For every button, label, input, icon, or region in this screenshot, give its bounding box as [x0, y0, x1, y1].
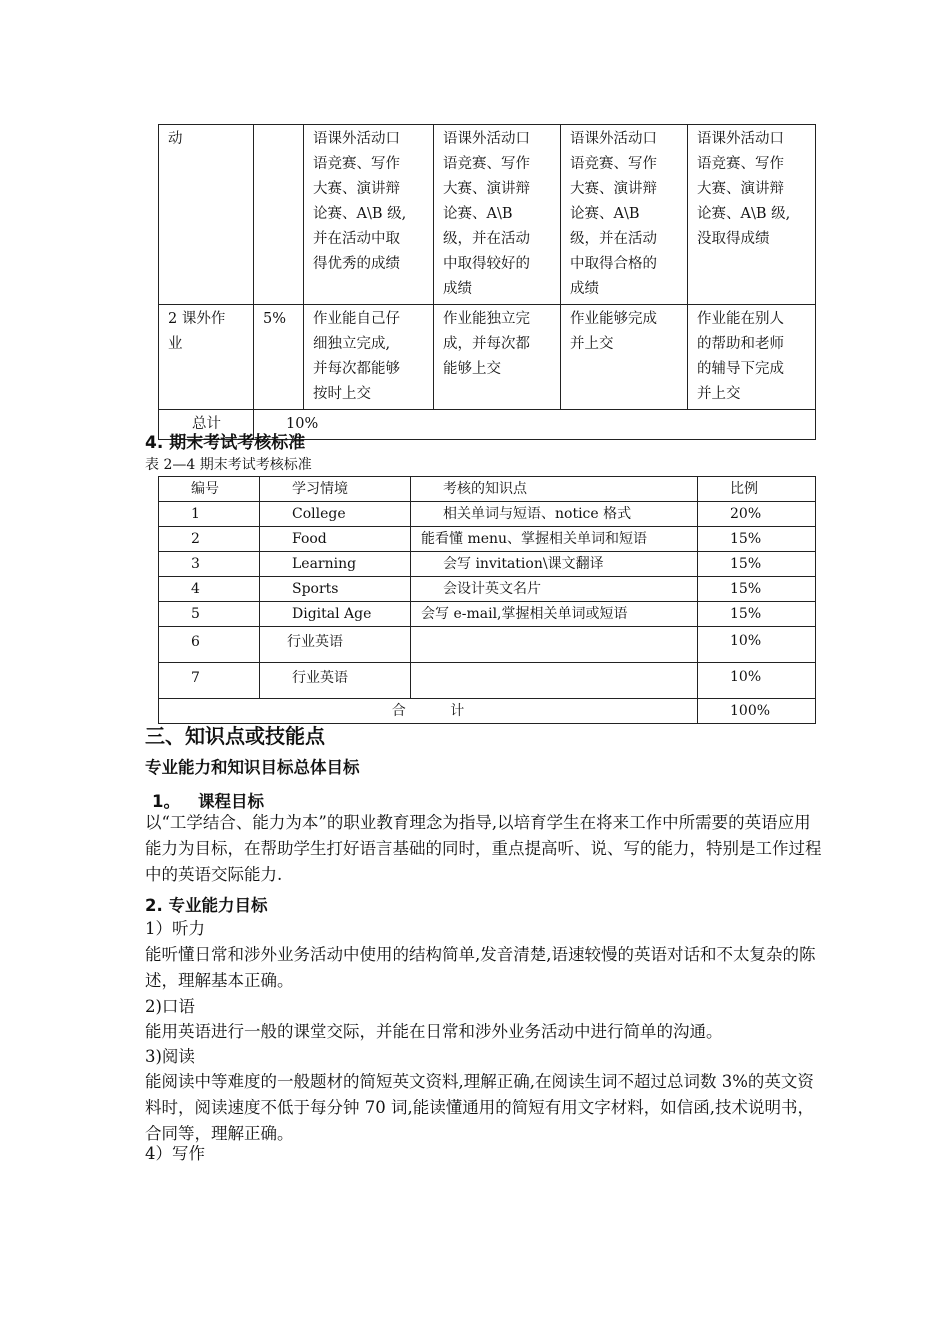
section-heading: 4. 期末考试考核标准 [145, 433, 306, 453]
column-header: 编号 [159, 477, 260, 502]
table-cell: 语课外活动口 语竞赛、写作 大赛、演讲辩 论赛、A\B 级，并在活动 中取得较好的 成绩 [434, 125, 561, 305]
writing-label: 4）写作 [145, 1144, 205, 1163]
row-number: 3 [159, 552, 260, 577]
column-header: 学习情境 [260, 477, 411, 502]
table-cell: 作业能够完成 并上交 [561, 305, 688, 410]
row-number: 4 [159, 577, 260, 602]
ratio-cell: 15% [698, 602, 816, 627]
assessment-rubric-table [158, 124, 816, 440]
situation-cell: 行业英语 [260, 627, 411, 663]
table-cell: 语课外活动口 语竞赛、写作 大赛、演讲辩 论赛、A\B 级, 没取得成绩 [688, 125, 816, 305]
total-label: 合 计 [159, 699, 698, 724]
table-row [159, 663, 816, 699]
knowledge-cell [411, 627, 698, 663]
knowledge-cell [411, 663, 698, 699]
total-label: 总计 [159, 410, 254, 440]
speaking-text: 能用英语进行一般的课堂交际，并能在日常和涉外业务活动中进行简单的沟通。 [145, 1022, 723, 1041]
reading-text: 能阅读中等难度的一般题材的简短英文资料,理解正确,在阅读生词不超过总词数 3%的英文资料时，阅读速度不低于每分钟 70 词,能读懂通用的简短有用文字材料，如信函,技术说明书，合同等，理解正确。 [145, 1072, 814, 1143]
table-row [159, 552, 816, 577]
table-row [159, 305, 816, 410]
total-value: 10% [254, 410, 816, 440]
ratio-cell: 15% [698, 527, 816, 552]
situation-cell: Food [260, 527, 411, 552]
knowledge-cell: 相关单词与短语、notice 格式 [411, 502, 698, 527]
table-row [159, 602, 816, 627]
row-number: 6 [159, 627, 260, 663]
course-goal-heading: 1。 课程目标 [152, 792, 264, 811]
table-row [159, 627, 816, 663]
knowledge-cell: 会写 e-mail,掌握相关单词或短语 [411, 602, 698, 627]
ratio-cell: 15% [698, 577, 816, 602]
ratio-cell: 20% [698, 502, 816, 527]
table-cell [254, 125, 304, 305]
ratio-cell: 15% [698, 552, 816, 577]
situation-cell: Sports [260, 577, 411, 602]
listening-label: 1）听力 [145, 919, 205, 938]
table-caption: 表 2—4 期末考试考核标准 [145, 457, 312, 473]
section-title: 三、知识点或技能点 [145, 724, 325, 748]
course-goal-text: 以“工学结合、能力为本”的职业教育理念为指导,以培育学生在将来工作中所需要的英语应用能力为目标，在帮助学生打好语言基础的同时，重点提高听、说、写的能力，特别是工作过程中的英语交际能力. [145, 813, 822, 884]
subsection-title: 专业能力和知识目标总体目标 [145, 758, 360, 777]
ability-goal-heading: 2. 专业能力目标 [145, 896, 268, 915]
listening-text: 能听懂日常和涉外业务活动中使用的结构简单,发音清楚,语速较慢的英语对话和不太复杂的陈述，理解基本正确。 [145, 945, 816, 990]
table-cell: 语课外活动口 语竞赛、写作 大赛、演讲辩 论赛、A\B 级, 并在活动中取 得优秀的成绩 [304, 125, 434, 305]
table-cell: 5% [254, 305, 304, 410]
ratio-cell: 10% [698, 627, 816, 663]
table-row [159, 125, 816, 305]
knowledge-cell: 能看懂 menu、掌握相关单词和短语 [411, 527, 698, 552]
table-header-row [159, 477, 816, 502]
situation-cell: 行业英语 [260, 663, 411, 699]
table-cell: 作业能独立完 成，并每次都 能够上交 [434, 305, 561, 410]
reading-label: 3)阅读 [145, 1047, 195, 1066]
situation-cell: College [260, 502, 411, 527]
table-cell: 动 [159, 125, 254, 305]
knowledge-cell: 会写 invitation\课文翻译 [411, 552, 698, 577]
situation-cell: Digital Age [260, 602, 411, 627]
situation-cell: Learning [260, 552, 411, 577]
table-row [159, 502, 816, 527]
column-header: 比例 [698, 477, 816, 502]
ratio-cell: 10% [698, 663, 816, 699]
row-number: 2 [159, 527, 260, 552]
knowledge-cell: 会设计英文名片 [411, 577, 698, 602]
table-row [159, 527, 816, 552]
row-number: 1 [159, 502, 260, 527]
final-exam-table [158, 476, 816, 724]
table-cell: 2 课外作 业 [159, 305, 254, 410]
row-number: 5 [159, 602, 260, 627]
speaking-label: 2)口语 [145, 997, 195, 1016]
total-ratio: 100% [698, 699, 816, 724]
table-cell: 作业能自己仔 细独立完成, 并每次都能够 按时上交 [304, 305, 434, 410]
row-number: 7 [159, 663, 260, 699]
table-cell: 语课外活动口 语竞赛、写作 大赛、演讲辩 论赛、A\B 级，并在活动 中取得合格的 成绩 [561, 125, 688, 305]
table-row [159, 577, 816, 602]
column-header: 考核的知识点 [411, 477, 698, 502]
table-cell: 作业能在别人 的帮助和老师 的辅导下完成 并上交 [688, 305, 816, 410]
